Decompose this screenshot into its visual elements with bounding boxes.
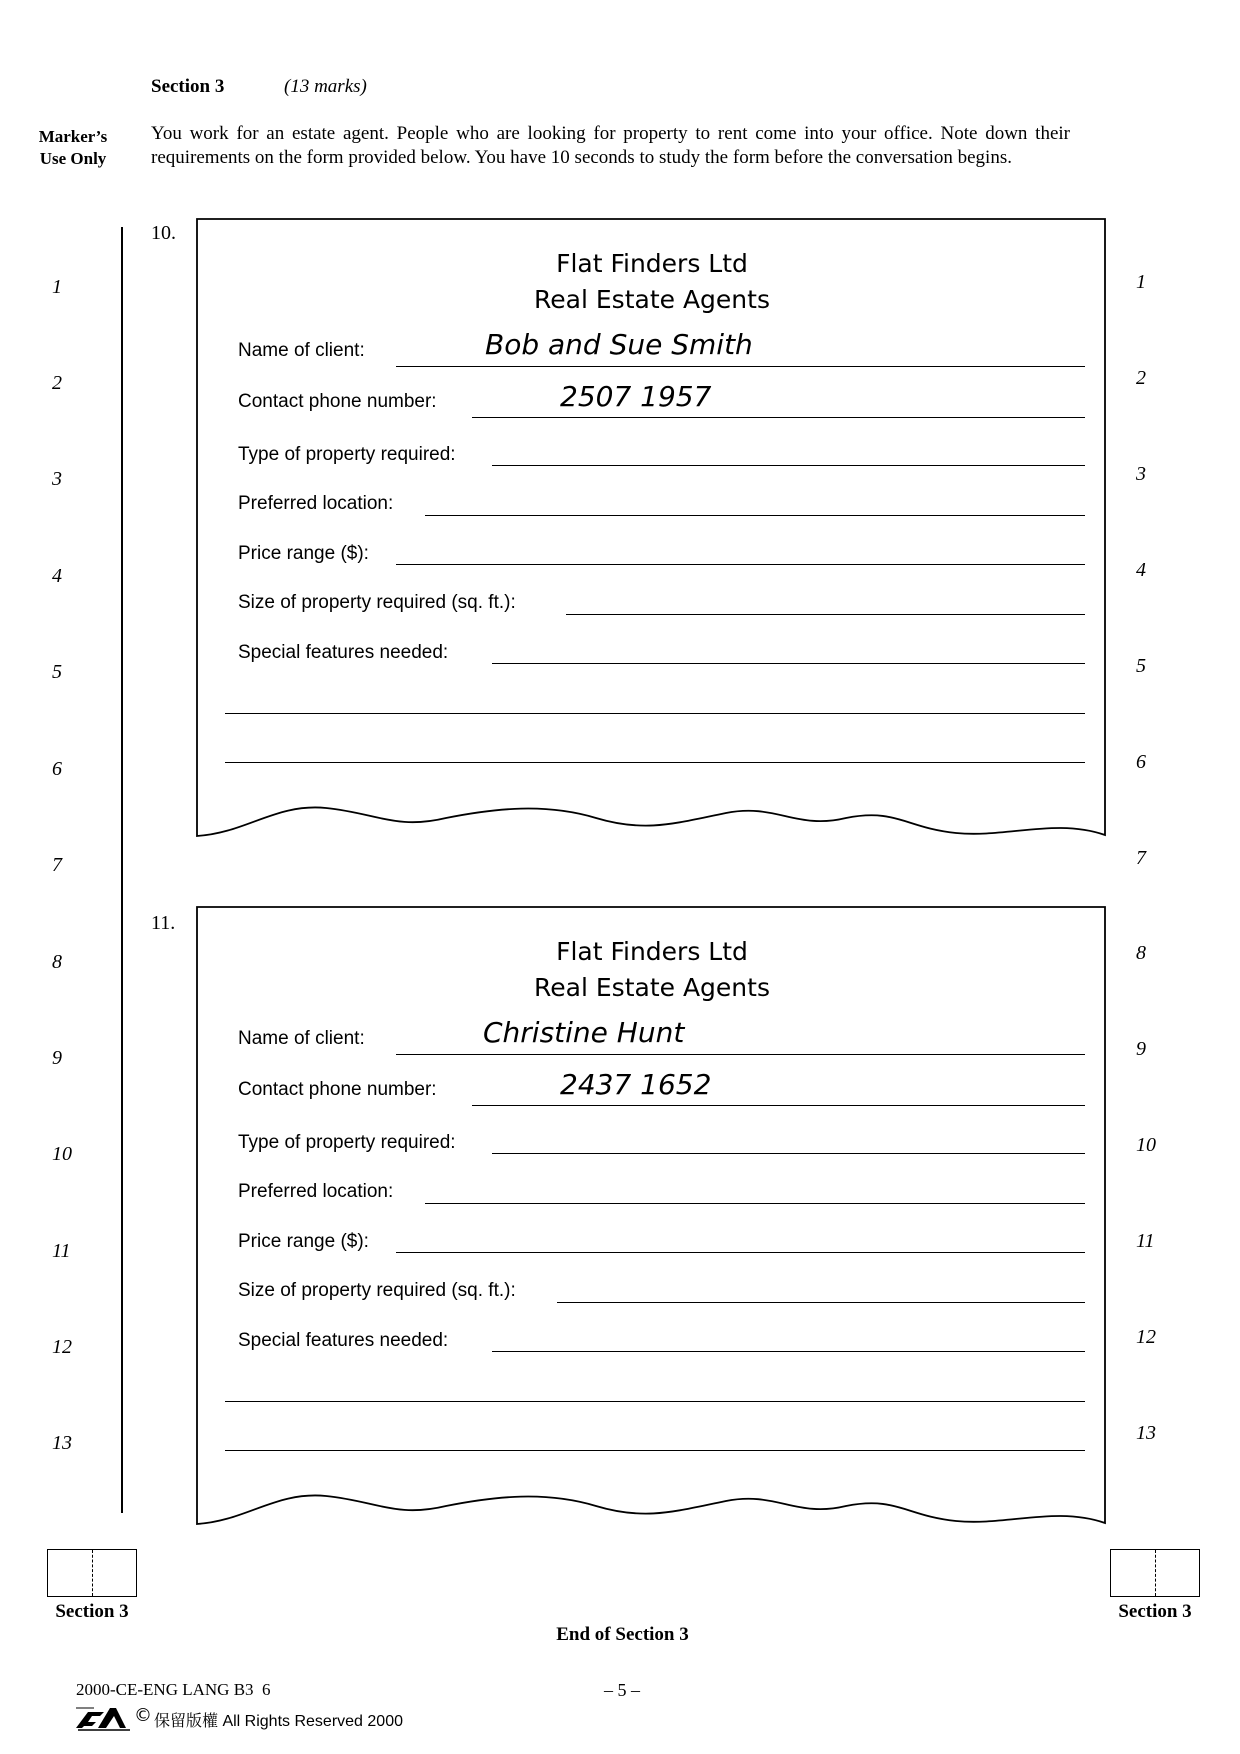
form-10-features-label: Special features needed: (238, 642, 449, 663)
markers-use-only (30, 126, 116, 170)
footer-code: 2000-CE-ENG LANG B3 6 (76, 1680, 271, 1699)
left-mark-3: 3 (52, 468, 62, 490)
left-mark-11: 11 (52, 1240, 71, 1262)
left-mark-8: 8 (52, 951, 62, 973)
form-11-features-label: Special features needed: (238, 1330, 449, 1351)
end-of-section: End of Section 3 (556, 1624, 689, 1645)
form-11-name-line (396, 1054, 1085, 1055)
section-3-score-box-right[interactable] (1110, 1549, 1200, 1597)
form-11-name-label: Name of client: (238, 1028, 365, 1049)
form-11-type-label: Type of property required: (238, 1132, 456, 1153)
form-11-phone-value[interactable]: 2437 1652 (560, 1068, 712, 1101)
form-11-subtitle: Real Estate Agents (534, 973, 770, 1002)
right-mark-8: 8 (1136, 942, 1146, 964)
right-mark-2: 2 (1136, 367, 1146, 389)
form-11-location-label: Preferred location: (238, 1181, 394, 1202)
form-10-type-input[interactable] (492, 465, 1085, 466)
footer-copyright: 保留版權 All Rights Reserved 2000 (154, 1713, 403, 1730)
form-11-features-line-2[interactable] (225, 1401, 1085, 1402)
marker-column-rule (121, 227, 123, 1513)
score-box-right-label: Section 3 (1118, 1601, 1192, 1622)
form-11-name-value[interactable]: Christine Hunt (483, 1016, 685, 1049)
right-mark-5: 5 (1136, 655, 1146, 677)
form-10-phone-value[interactable]: 2507 1957 (560, 380, 712, 413)
form-10-phone-label: Contact phone number: (238, 391, 437, 412)
right-mark-12: 12 (1136, 1326, 1156, 1348)
form-10-price-label: Price range ($): (238, 543, 369, 564)
right-mark-11: 11 (1136, 1230, 1155, 1252)
footer-page-number: – 5 – (604, 1680, 640, 1700)
left-mark-5: 5 (52, 661, 62, 683)
form-10-header (196, 246, 1108, 318)
form-11-phone-line (472, 1105, 1085, 1106)
hkeaa-logo-icon (74, 1702, 132, 1732)
form-10-features-line-3[interactable] (225, 762, 1085, 763)
section-marks: (13 marks) (284, 76, 367, 97)
form-10-features-line-2[interactable] (225, 713, 1085, 714)
form-11-location-input[interactable] (425, 1203, 1085, 1204)
form-10-name-line (396, 366, 1085, 367)
form-11-features-line-3[interactable] (225, 1450, 1085, 1451)
form-10-phone-line (472, 417, 1085, 418)
markers-use-line2: Use Only (39, 149, 107, 168)
form-10-type-label: Type of property required: (238, 444, 456, 465)
right-mark-7: 7 (1136, 847, 1146, 869)
form-11-features-input[interactable] (492, 1351, 1085, 1352)
question-number-11: 11. (151, 912, 176, 934)
right-mark-13: 13 (1136, 1422, 1156, 1444)
form-10-name-label: Name of client: (238, 340, 365, 361)
form-11-size-input[interactable] (557, 1302, 1085, 1303)
score-box-left-label: Section 3 (55, 1601, 129, 1622)
question-number-10: 10. (151, 222, 176, 244)
form-10-price-input[interactable] (396, 564, 1085, 565)
section-title: Section 3 (151, 76, 225, 97)
markers-use-line1: Marker’s (38, 127, 108, 146)
form-11-header (196, 934, 1108, 1006)
form-10-size-label: Size of property required (sq. ft.): (238, 592, 516, 613)
form-11-company: Flat Finders Ltd (556, 937, 748, 966)
form-11-type-input[interactable] (492, 1153, 1085, 1154)
left-mark-1: 1 (52, 276, 62, 298)
form-10-company: Flat Finders Ltd (556, 249, 748, 278)
right-mark-1: 1 (1136, 271, 1146, 293)
form-10-size-input[interactable] (566, 614, 1085, 615)
left-mark-10: 10 (52, 1143, 72, 1165)
form-11-phone-label: Contact phone number: (238, 1079, 437, 1100)
right-mark-4: 4 (1136, 559, 1146, 581)
section-3-score-box-left[interactable] (47, 1549, 137, 1597)
right-mark-3: 3 (1136, 463, 1146, 485)
right-mark-10: 10 (1136, 1134, 1156, 1156)
left-mark-7: 7 (52, 854, 62, 876)
instructions: You work for an estate agent. People who are looking for property to rent come into your office. Note down their requirements on the form provided below. You have 10 seconds to study the form before the conversation begins. (151, 123, 1070, 168)
form-10-subtitle: Real Estate Agents (534, 285, 770, 314)
left-mark-13: 13 (52, 1432, 72, 1454)
copyright-icon: © (134, 1705, 152, 1726)
right-mark-9: 9 (1136, 1038, 1146, 1060)
form-10-location-label: Preferred location: (238, 493, 394, 514)
form-10-features-input[interactable] (492, 663, 1085, 664)
form-10-name-value[interactable]: Bob and Sue Smith (485, 328, 753, 361)
left-mark-12: 12 (52, 1336, 72, 1358)
form-11-price-label: Price range ($): (238, 1231, 369, 1252)
left-mark-6: 6 (52, 758, 62, 780)
form-11-price-input[interactable] (396, 1252, 1085, 1253)
left-mark-9: 9 (52, 1047, 62, 1069)
left-mark-2: 2 (52, 372, 62, 394)
left-mark-4: 4 (52, 565, 62, 587)
form-10-location-input[interactable] (425, 515, 1085, 516)
form-11-size-label: Size of property required (sq. ft.): (238, 1280, 516, 1301)
right-mark-6: 6 (1136, 751, 1146, 773)
